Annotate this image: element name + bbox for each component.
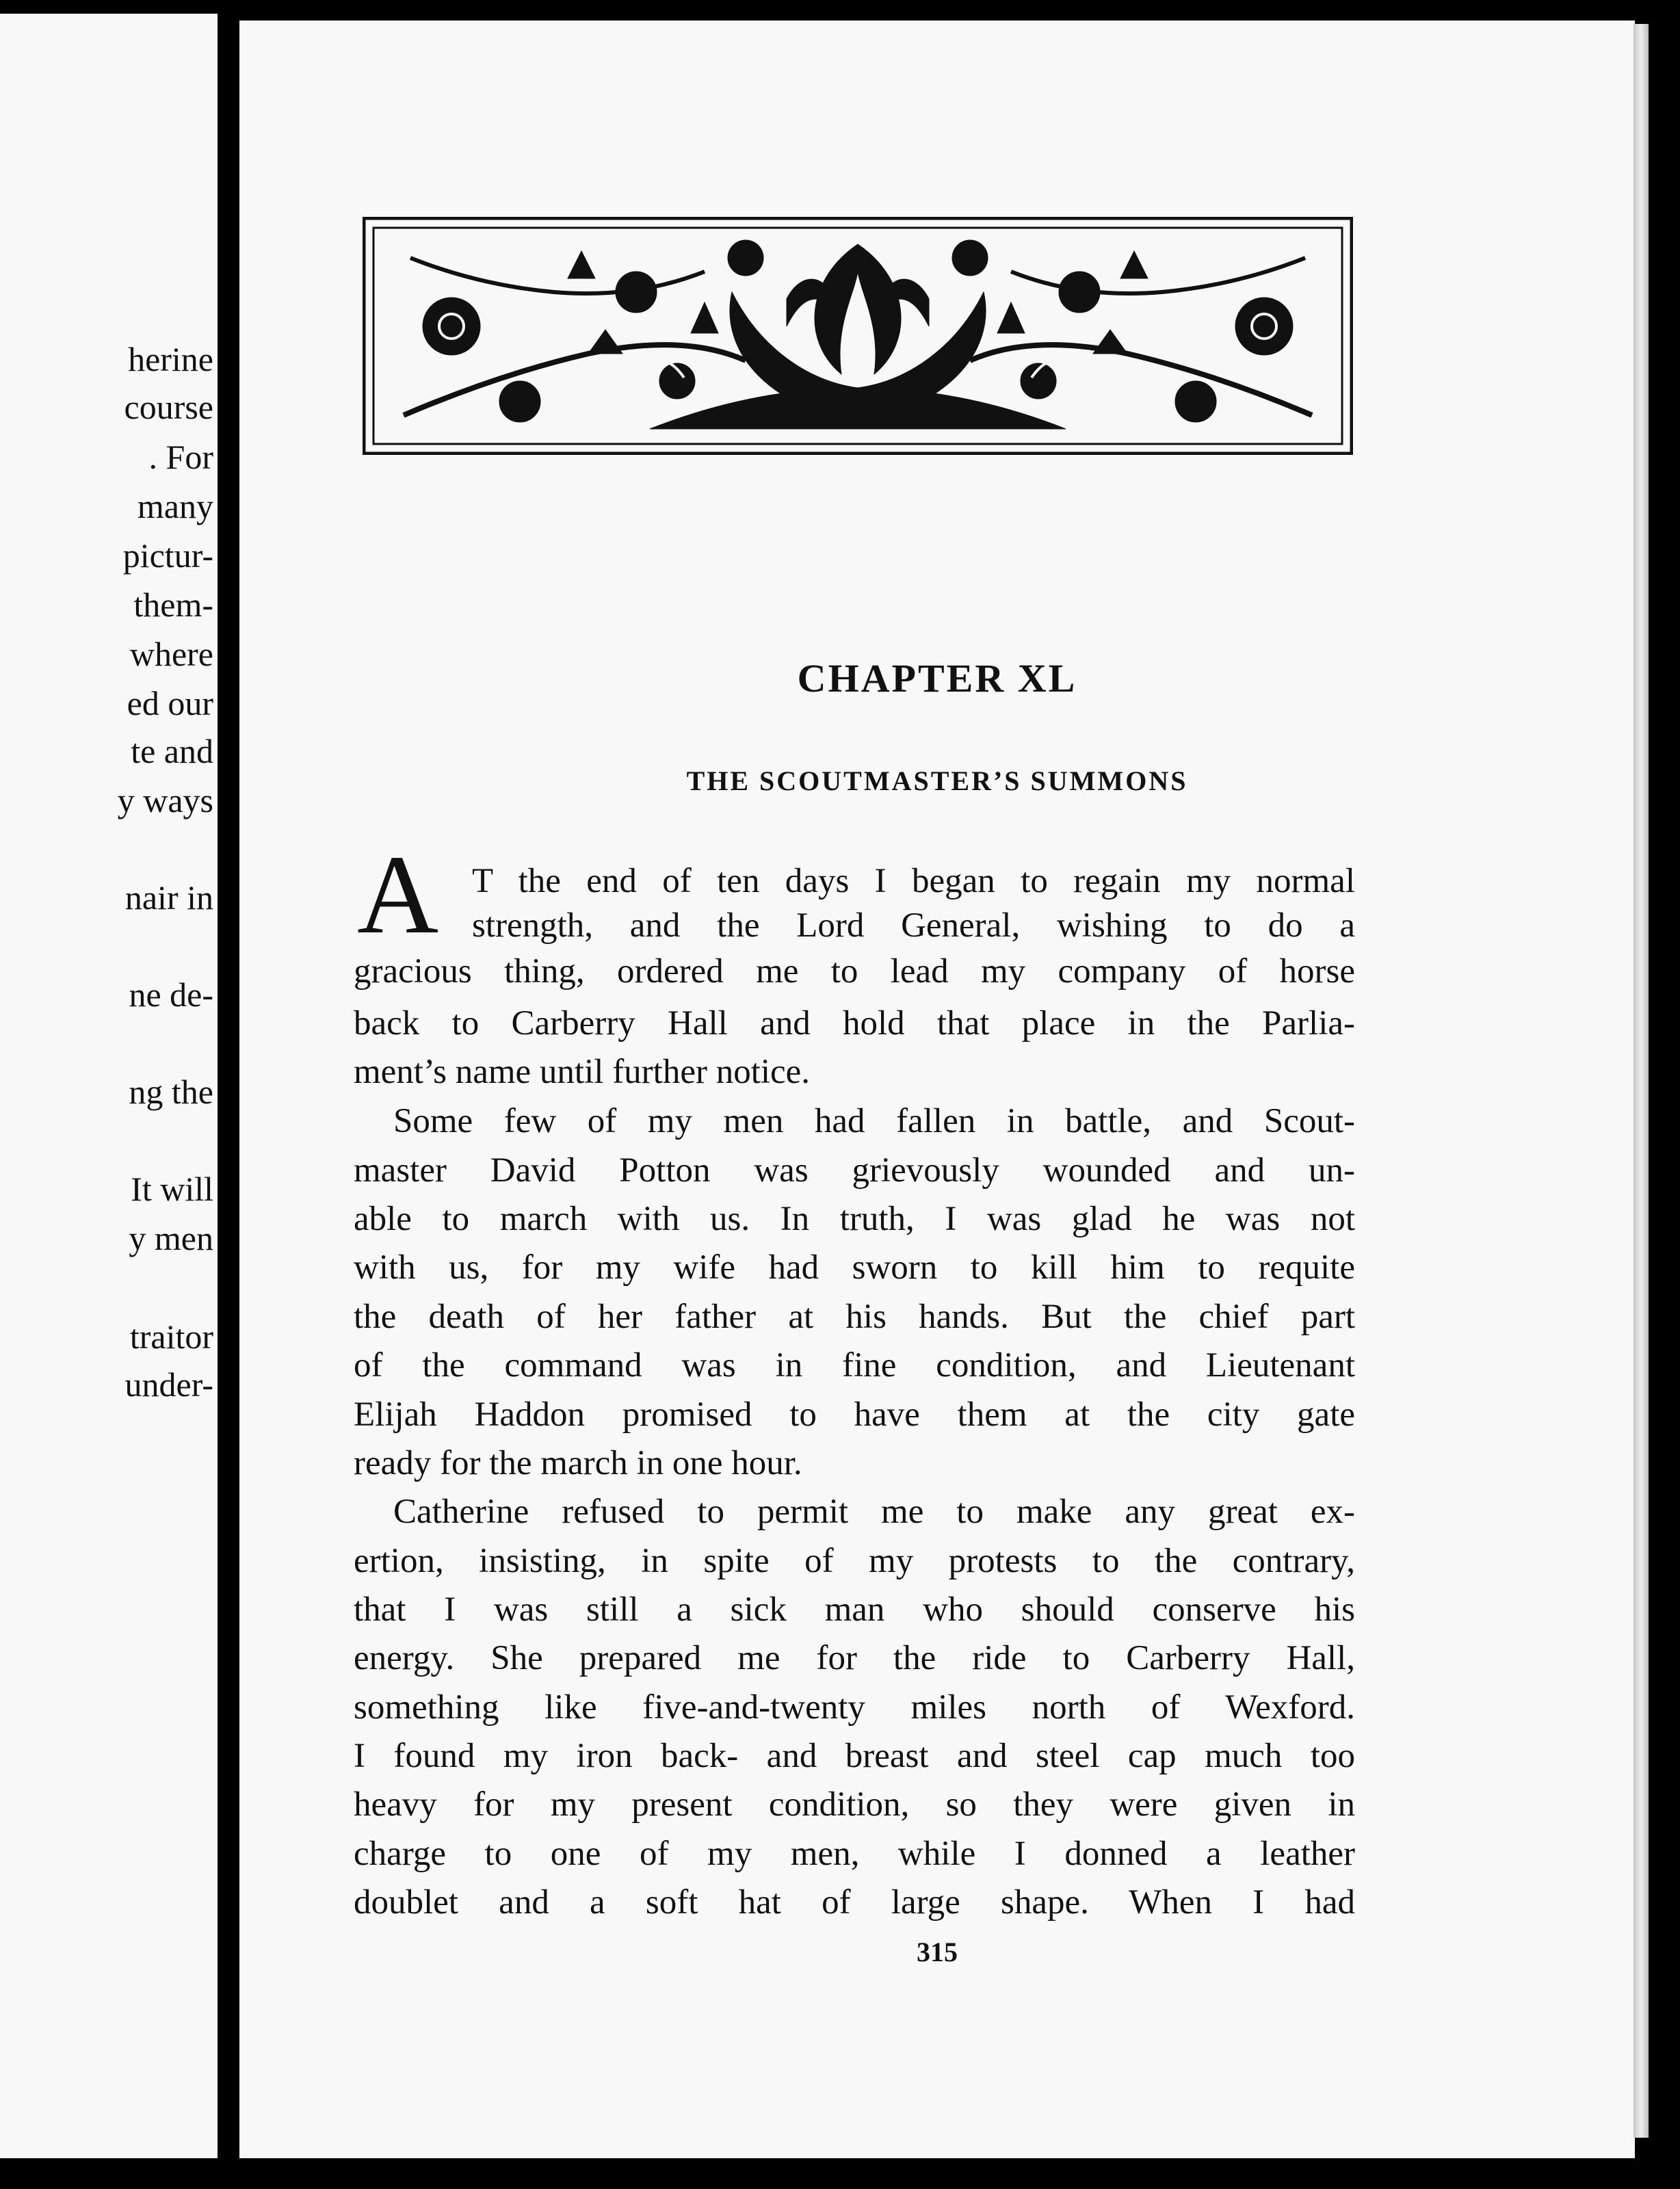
text-line: of the command was in fine condition, and Lieutenant: [354, 1346, 1355, 1385]
left-page-line: te and: [131, 732, 213, 770]
left-page-line: pictur-: [122, 536, 213, 575]
text-line: master David Potton was grievously wounded and un-: [354, 1151, 1355, 1190]
left-page-line: ng the: [129, 1073, 213, 1111]
text-line: energy. She prepared me for the ride to Carberry Hall,: [354, 1639, 1355, 1677]
chapter-heading: CHAPTER XL: [797, 656, 1077, 700]
text-line: doublet and a soft hat of large shape. When I had: [354, 1883, 1355, 1922]
text-line: Some few of my men had fallen in battle, and Scout-: [393, 1102, 1355, 1140]
left-page-line: ne de-: [129, 975, 213, 1014]
text-line: ment’s name until further notice.: [354, 1053, 811, 1091]
left-page-line: y ways: [117, 781, 213, 820]
page-number: 315: [917, 1937, 958, 1967]
left-page-line: traitor: [129, 1318, 213, 1356]
left-page-line: them-: [133, 586, 213, 624]
left-page-line: where: [129, 635, 213, 673]
text-line: heavy for my present condition, so they were given in: [354, 1785, 1355, 1824]
left-page-line: many: [137, 487, 213, 525]
left-page-line: nair in: [124, 878, 213, 917]
text-line: I found my iron back- and breast and steel cap much too: [354, 1737, 1355, 1775]
floral-headpiece-ornament: [363, 217, 1353, 455]
left-page-line: . For: [148, 438, 213, 476]
left-page-line: course: [124, 388, 213, 426]
text-line: with us, for my wife had sworn to kill him to requite: [354, 1248, 1355, 1287]
text-line: Elijah Haddon promised to have them at the city gate: [354, 1395, 1355, 1434]
left-page-line: y men: [129, 1219, 213, 1257]
text-line: that I was still a sick man who should conserve his: [354, 1590, 1355, 1629]
text-line: gracious thing, ordered me to lead my company of horse: [354, 952, 1355, 991]
text-line: T the end of ten days I began to regain my normal: [472, 862, 1355, 900]
left-page: [0, 14, 218, 2158]
text-line: Catherine refused to permit me to make any great ex-: [393, 1493, 1355, 1531]
drop-cap: A: [357, 832, 439, 957]
text-line: back to Carberry Hall and hold that place in the Parlia-: [354, 1004, 1355, 1043]
chapter-title: THE SCOUTMASTER’S SUMMONS: [686, 765, 1188, 796]
text-line: something like five-and-twenty miles north of Wexford.: [354, 1688, 1355, 1727]
text-line: able to march with us. In truth, I was glad he was not: [354, 1200, 1355, 1238]
text-line: strength, and the Lord General, wishing to do a: [472, 906, 1355, 945]
text-line: the death of her father at his hands. But the chief part: [354, 1298, 1355, 1336]
left-page-line: ed our: [127, 684, 213, 722]
page-edge: [1633, 24, 1649, 2138]
left-page-line: under-: [124, 1365, 213, 1404]
text-line: charge to one of my men, while I donned a leather: [354, 1835, 1355, 1873]
left-page-line: It will: [131, 1170, 213, 1208]
left-page-line: herine: [128, 340, 213, 378]
text-line: ready for the march in one hour.: [354, 1444, 802, 1482]
text-line: ertion, insisting, in spite of my protests to the contrary,: [354, 1542, 1355, 1580]
